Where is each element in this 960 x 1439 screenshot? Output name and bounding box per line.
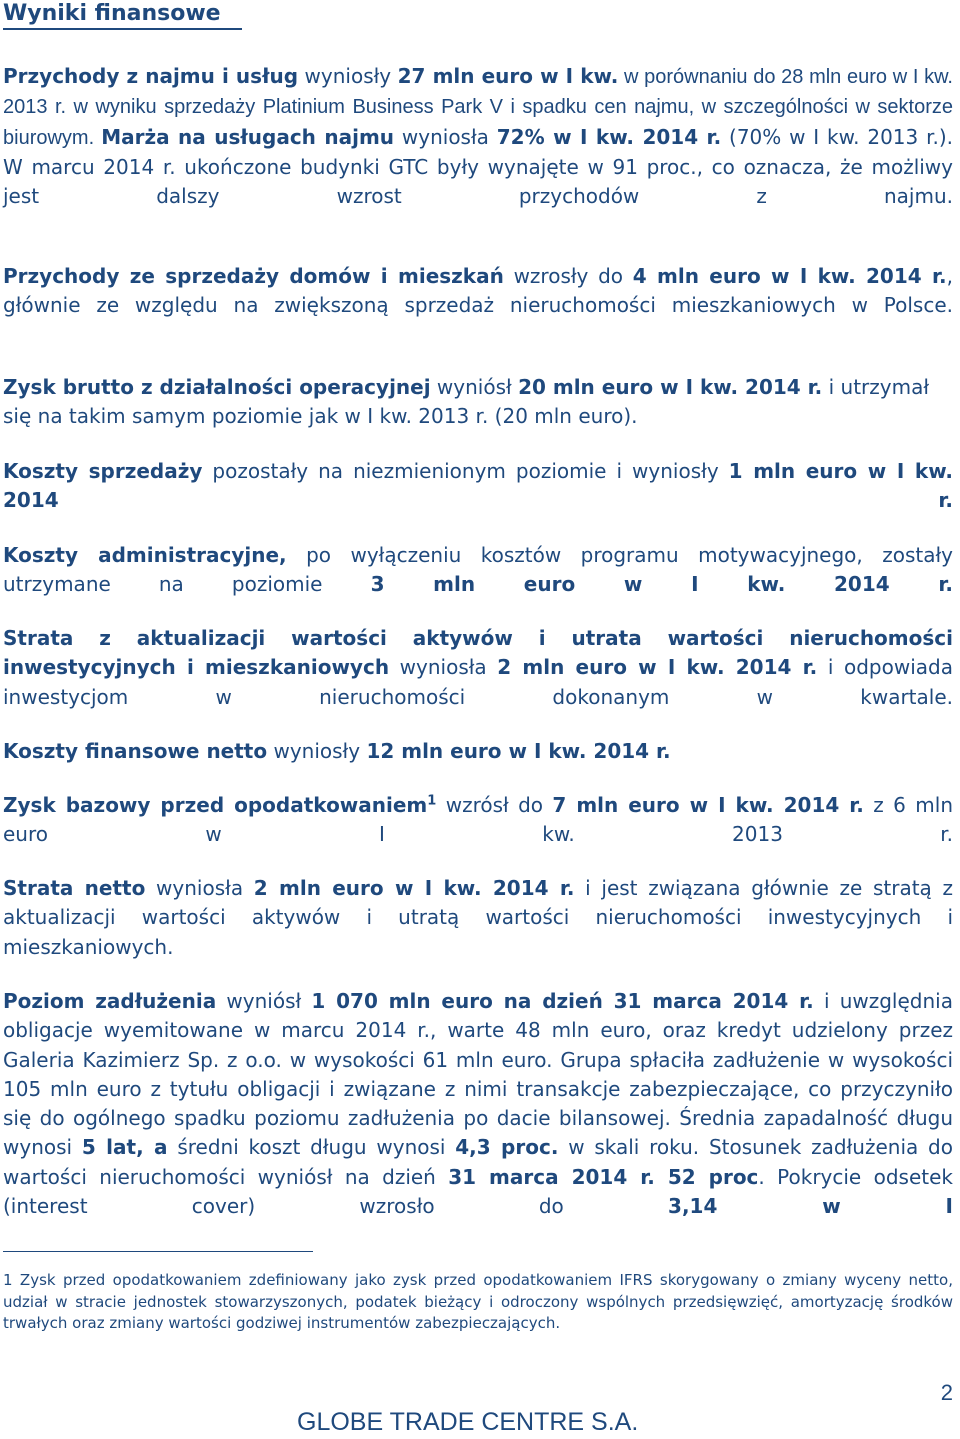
paragraph-finance-costs: Koszty finansowe netto wyniosły 12 mln euro w I kw. 2014 r.	[3, 739, 671, 763]
paragraph-rental-revenue: Przychody z najmu i usług wyniosły 27 mln euro w I kw. w porównaniu do 28 mln euro w I kw. 2013 r. w wyniku sprzedaży Platinium Business Park V i spadku cen najmu, w szczególności w sektorze biurowym. Marża na usługach najmu wyniosła 72% w I kw. 2014 r. (70% w I kw. 2013 r.). W marcu 2014 r. ukończone budynki GTC były wynajęte w 91 proc., co oznacza, że możliwy jest dalszy wzrost przychodów z najmu.	[3, 64, 953, 209]
paragraph-net-loss: Strata netto wyniosła 2 mln euro w I kw. 2014 r. i jest związana głównie ze stratą z aktualizacji wartości aktywów i utratą wartości nieruchomości inwestycyjnych i mieszkaniowych.	[3, 876, 953, 959]
page-number: 2	[940, 1380, 953, 1405]
paragraph-residential-revenue: Przychody ze sprzedaży domów i mieszkań wzrosły do 4 mln euro w I kw. 2014 r., głównie ze względu na zwiększoną sprzedaż nieruchomości mieszkaniowych w Polsce.	[3, 264, 953, 318]
footnote-separator	[3, 1251, 313, 1252]
footnote: 1 Zysk przed opodatkowaniem zdefiniowany jako zysk przed opodatkowaniem IFRS skorygowany o zmiany wyceny netto, udział w stracie jednostek stowarzyszonych, podatek bieżący i odroczony wspólnych przedsięwzięć, amortyzację środków trwałych oraz zmiany wartości godziwej instrumentów zabezpieczających.	[3, 1271, 953, 1332]
paragraph-core-profit: Zysk bazowy przed opodatkowaniem$^1$ wzrósł do 7 mln euro w I kw. 2014 r. z 6 mln euro w I kw. 2013 r.	[3, 793, 954, 847]
paragraph-revaluation-loss: Strata z aktualizacji wartości aktywów i utrata wartości nieruchomości inwestycyjnych i mieszkaniowych wyniosła 2 mln euro w I kw. 2014 r. i odpowiada inwestycjom w nieruchomości dokonanym w kwartale.	[3, 626, 953, 709]
paragraph-selling-costs: Koszty sprzedaży pozostały na niezmienionym poziomie i wyniosły 1 mln euro w I kw. 2014 r.	[3, 459, 953, 513]
paragraph-administrative-costs: Koszty administracyjne, po wyłączeniu kosztów programu motywacyjnego, zostały utrzymane na poziomie 3 mln euro w I kw. 2014 r.	[3, 543, 953, 597]
section-heading: Wyniki finansowe	[3, 0, 242, 30]
paragraph-debt-level: Poziom zadłużenia wyniósł 1 070 mln euro na dzień 31 marca 2014 r. i uwzględnia obligacje wyemitowane w marcu 2014 r., warte 48 mln euro, oraz kredyt udzielony przez Galeria Kazimierz Sp. z o.o. w wysokości 61 mln euro. Grupa spłaciła zadłużenie w wysokości 105 mln euro z tytułu obligacji i związane z nimi transakcje zabezpieczające, co przyczyniło się do ogólnego spadku poziomu zadłużenia po dacie bilansowej. Średnia zapadalność długu wynosi 5 lat, a średni koszt długu wynosi 4,3 proc. w skali roku. Stosunek zadłużenia do wartości nieruchomości wyniósł na dzień 31 marca 2014 r. 52 proc. Pokrycie odsetek (interest cover) wzrosło do 3,14 w I	[3, 989, 953, 1219]
paragraph-operating-profit: Zysk brutto z działalności operacyjnej wyniósł 20 mln euro w I kw. 2014 r. i utrzymał się na takim samym poziomie jak w I kw. 2013 r. (20 mln euro).	[3, 375, 930, 429]
footer-company-name: GLOBE TRADE CENTRE S.A.	[297, 1408, 639, 1436]
